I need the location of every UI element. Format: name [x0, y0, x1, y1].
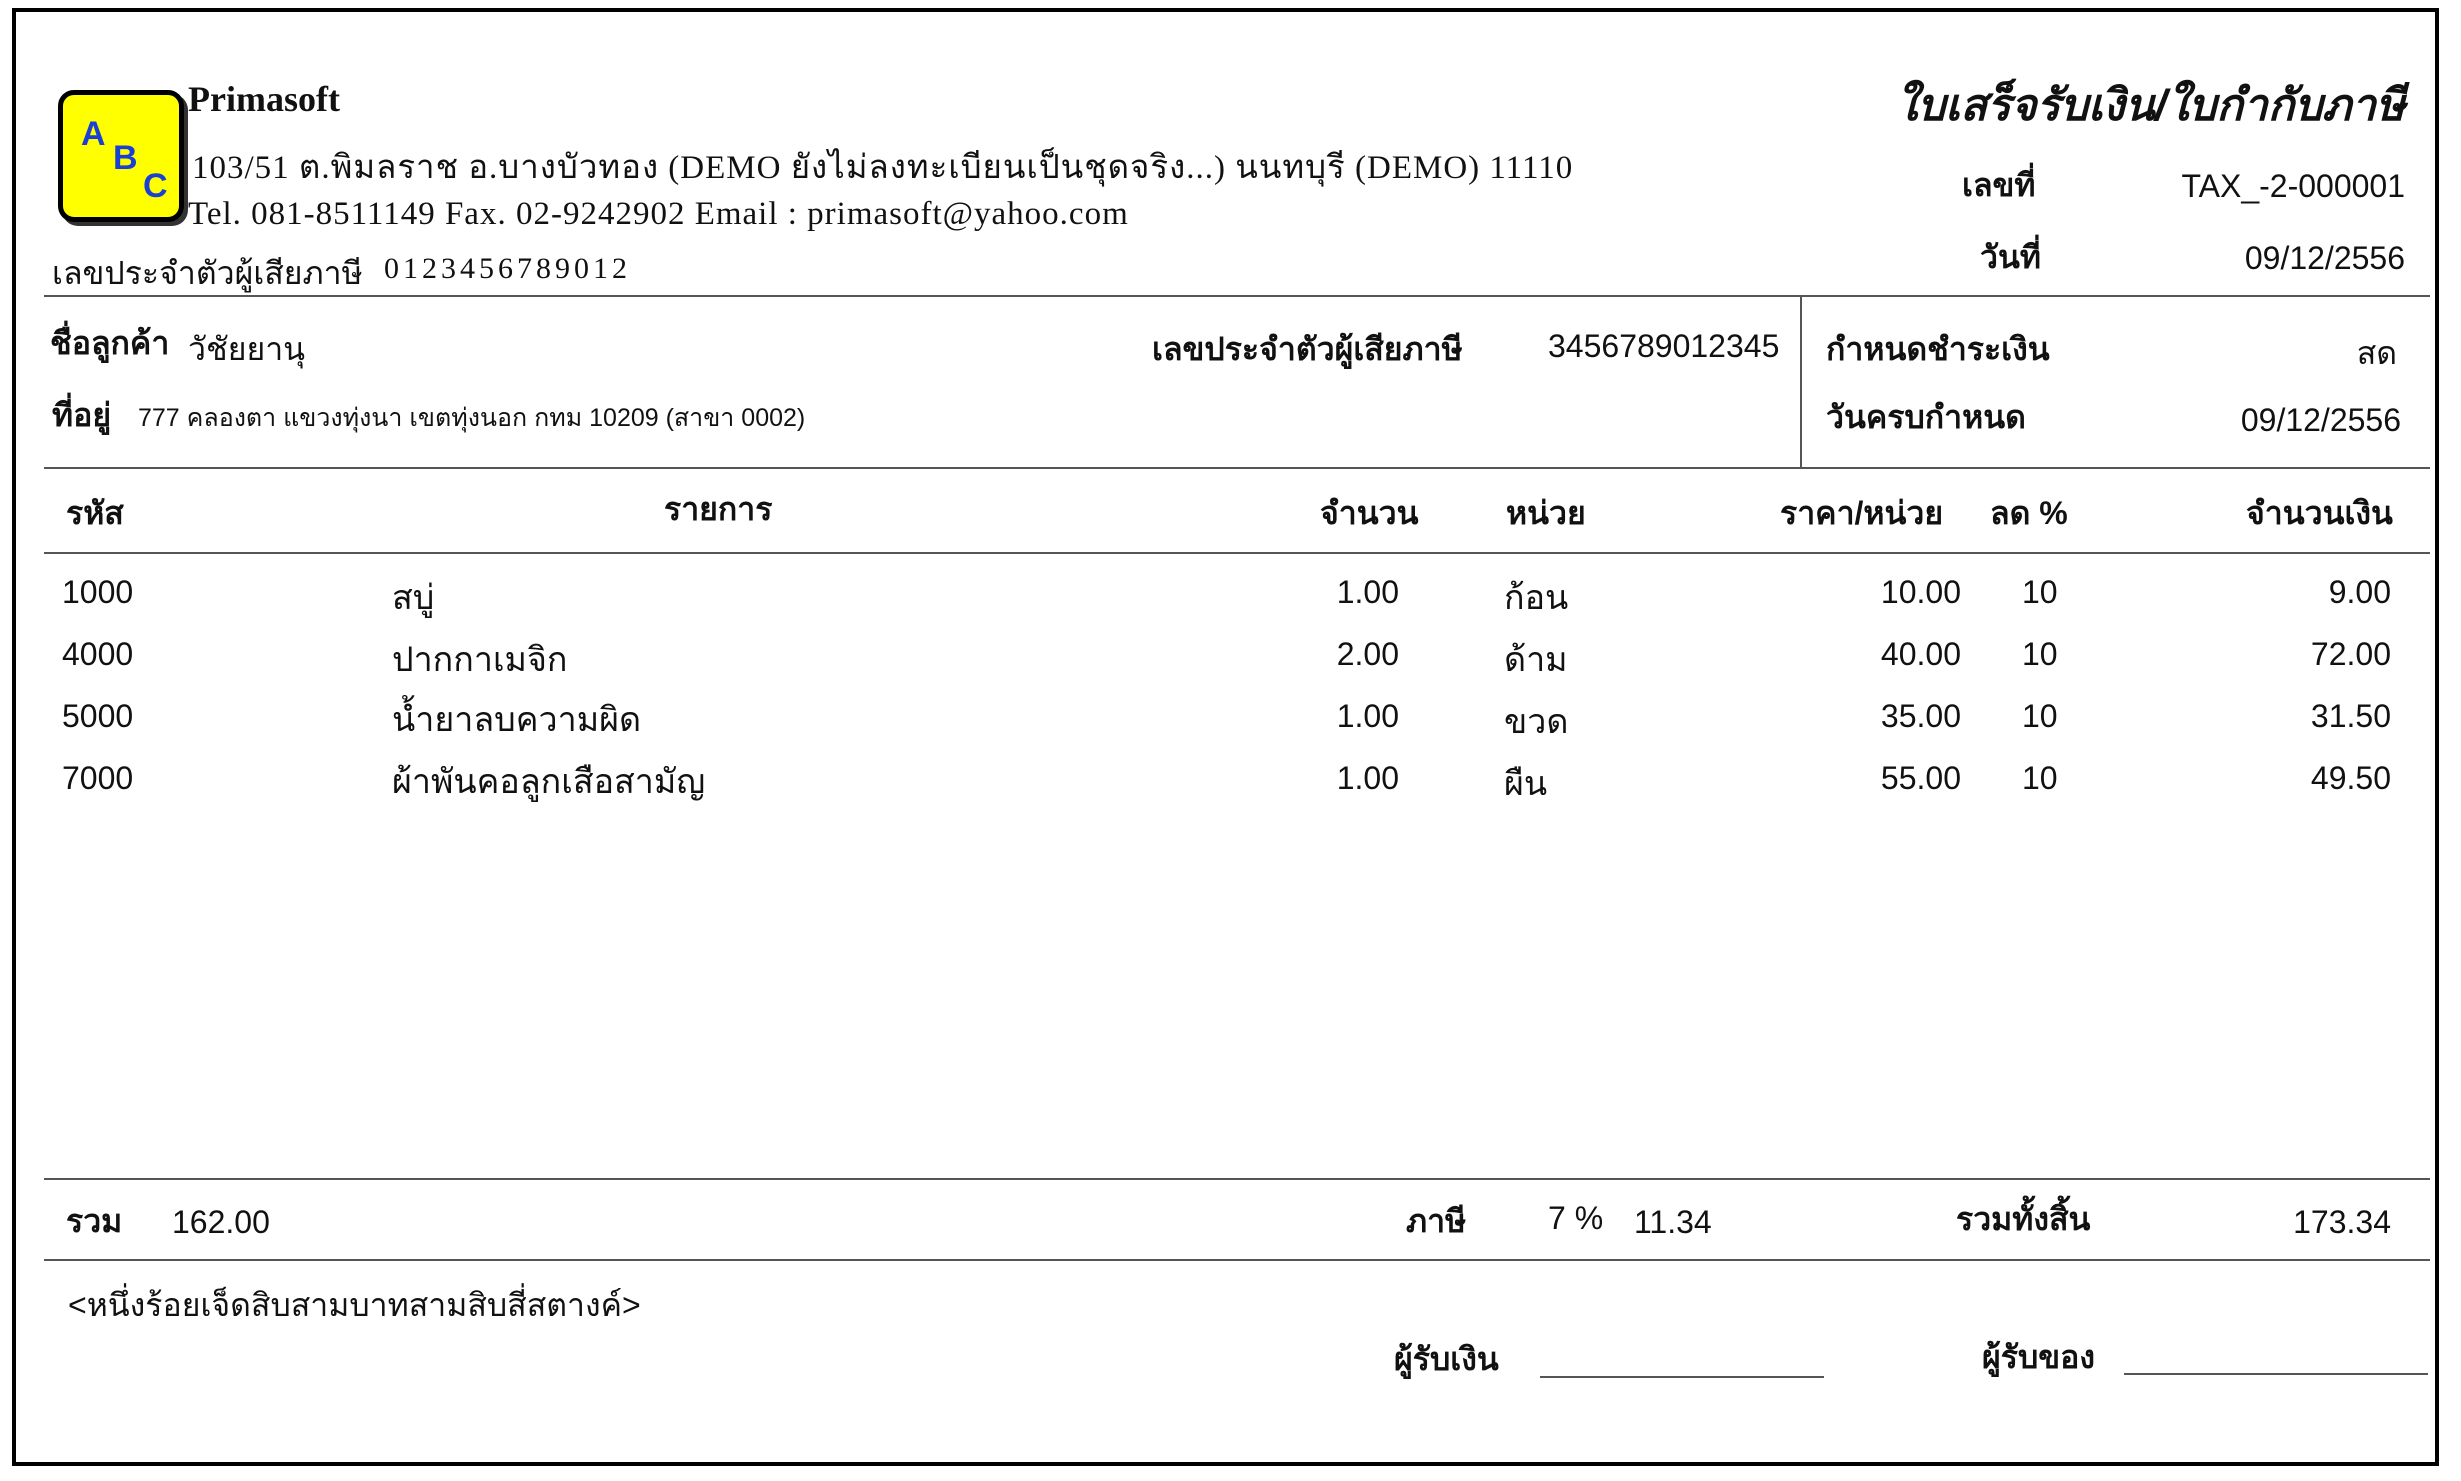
divider-table-header: [44, 552, 2430, 554]
row-price: 10.00: [1880, 574, 1961, 610]
col-header-item: รายการ: [664, 491, 773, 527]
row-item: สบู่: [392, 579, 435, 617]
tax-label: ภาษี: [1406, 1203, 1467, 1239]
col-header-qty: จำนวน: [1320, 495, 1419, 531]
grand-total-value: 173.34: [2293, 1204, 2391, 1240]
amount-in-words: <หนึ่งร้อยเจ็ดสิบสามบาทสามสิบสี่สตางค์>: [68, 1287, 641, 1323]
row-unit: ด้าม: [1504, 641, 1568, 679]
row-code: 1000: [62, 574, 134, 610]
row-unit: ขวด: [1504, 703, 1569, 741]
company-address: 103/51 ต.พิมลราช อ.บางบัวทอง (DEMO ยังไม่ลงทะเบียนเป็นชุดจริง...) นนทบุรี (DEMO) 11110: [192, 150, 1574, 186]
document-title: ใบเสร็จรับเงิน/ใบกำกับภาษี: [1895, 81, 2405, 130]
payment-terms-label: กำหนดชำระเงิน: [1826, 331, 2050, 367]
divider-customer-vertical: [1800, 295, 1802, 467]
receiver-money-label: ผู้รับเงิน: [1394, 1341, 1499, 1377]
logo-letter-b: B: [113, 139, 138, 177]
row-item: ปากกาเมจิก: [392, 641, 568, 679]
row-code: 7000: [62, 760, 134, 796]
col-header-unit: หน่วย: [1506, 495, 1586, 531]
row-discount: 10: [2022, 698, 2058, 734]
customer-name-label: ชื่อลูกค้า: [50, 325, 170, 361]
tax-rate: 7 %: [1548, 1200, 1604, 1236]
row-price: 35.00: [1880, 698, 1961, 734]
row-amount: 72.00: [2310, 636, 2391, 672]
row-amount: 49.50: [2310, 760, 2391, 796]
subtotal-label: รวม: [66, 1203, 123, 1239]
row-discount: 10: [2022, 760, 2058, 796]
receiver-money-signature-line: [1540, 1376, 1824, 1378]
company-taxid-label: เลขประจำตัวผู้เสียภาษี: [52, 255, 363, 291]
due-date: 09/12/2556: [2240, 402, 2401, 438]
row-unit: ก้อน: [1504, 579, 1569, 617]
row-discount: 10: [2022, 636, 2058, 672]
customer-taxid-label: เลขประจำตัวผู้เสียภาษี: [1152, 331, 1463, 367]
row-code: 4000: [62, 636, 134, 672]
customer-address: 777 คลองตา แขวงทุ่งนา เขตทุ่งนอก กทม 10209 (สาขา 0002): [138, 404, 806, 432]
customer-address-label: ที่อยู่: [52, 397, 112, 433]
row-item: ผ้าพันคอลูกเสือสามัญ: [392, 763, 706, 801]
divider-customer: [44, 467, 2430, 469]
doc-date-label: วันที่: [1980, 239, 2041, 275]
grand-total-label: รวมทั้งสิ้น: [1956, 1201, 2091, 1237]
row-discount: 10: [2022, 574, 2058, 610]
row-price: 55.00: [1880, 760, 1961, 796]
doc-number: TAX_-2-000001: [2181, 168, 2405, 204]
doc-number-label: เลขที่: [1962, 167, 2036, 203]
tax-value: 11.34: [1634, 1204, 1712, 1240]
row-price: 40.00: [1880, 636, 1961, 672]
company-name: Primasoft: [188, 79, 340, 119]
row-qty: 2.00: [1336, 636, 1399, 672]
col-header-amount: จำนวนเงิน: [2246, 495, 2393, 531]
payment-terms: สด: [2356, 335, 2397, 371]
logo-letter-a: A: [81, 115, 106, 153]
company-logo: [58, 90, 184, 222]
col-header-price: ราคา/หน่วย: [1780, 495, 1944, 531]
row-qty: 1.00: [1336, 574, 1399, 610]
col-header-code: รหัส: [66, 495, 124, 531]
due-date-label: วันครบกำหนด: [1826, 399, 2026, 435]
row-qty: 1.00: [1336, 760, 1399, 796]
customer-taxid: 3456789012345: [1548, 328, 1780, 364]
receiver-goods-signature-line: [2124, 1373, 2428, 1375]
divider-header: [44, 295, 2430, 297]
divider-totals-top: [44, 1178, 2430, 1180]
row-amount: 9.00: [2328, 574, 2391, 610]
row-amount: 31.50: [2310, 698, 2391, 734]
receiver-goods-label: ผู้รับของ: [1982, 1339, 2095, 1375]
col-header-discount: ลด %: [1990, 495, 2068, 531]
divider-totals-bottom: [44, 1259, 2430, 1261]
subtotal-value: 162.00: [172, 1204, 270, 1240]
row-qty: 1.00: [1336, 698, 1399, 734]
doc-date: 09/12/2556: [2244, 240, 2405, 276]
company-taxid: 0123456789012: [384, 252, 631, 285]
row-code: 5000: [62, 698, 134, 734]
row-unit: ผืน: [1504, 765, 1548, 803]
row-item: น้ำยาลบความผิด: [392, 701, 642, 739]
company-contact: Tel. 081-8511149 Fax. 02-9242902 Email : primasoft@yahoo.com: [188, 196, 1129, 232]
logo-letter-c: C: [143, 167, 168, 205]
customer-name: วัชัยยานุ: [188, 331, 306, 367]
